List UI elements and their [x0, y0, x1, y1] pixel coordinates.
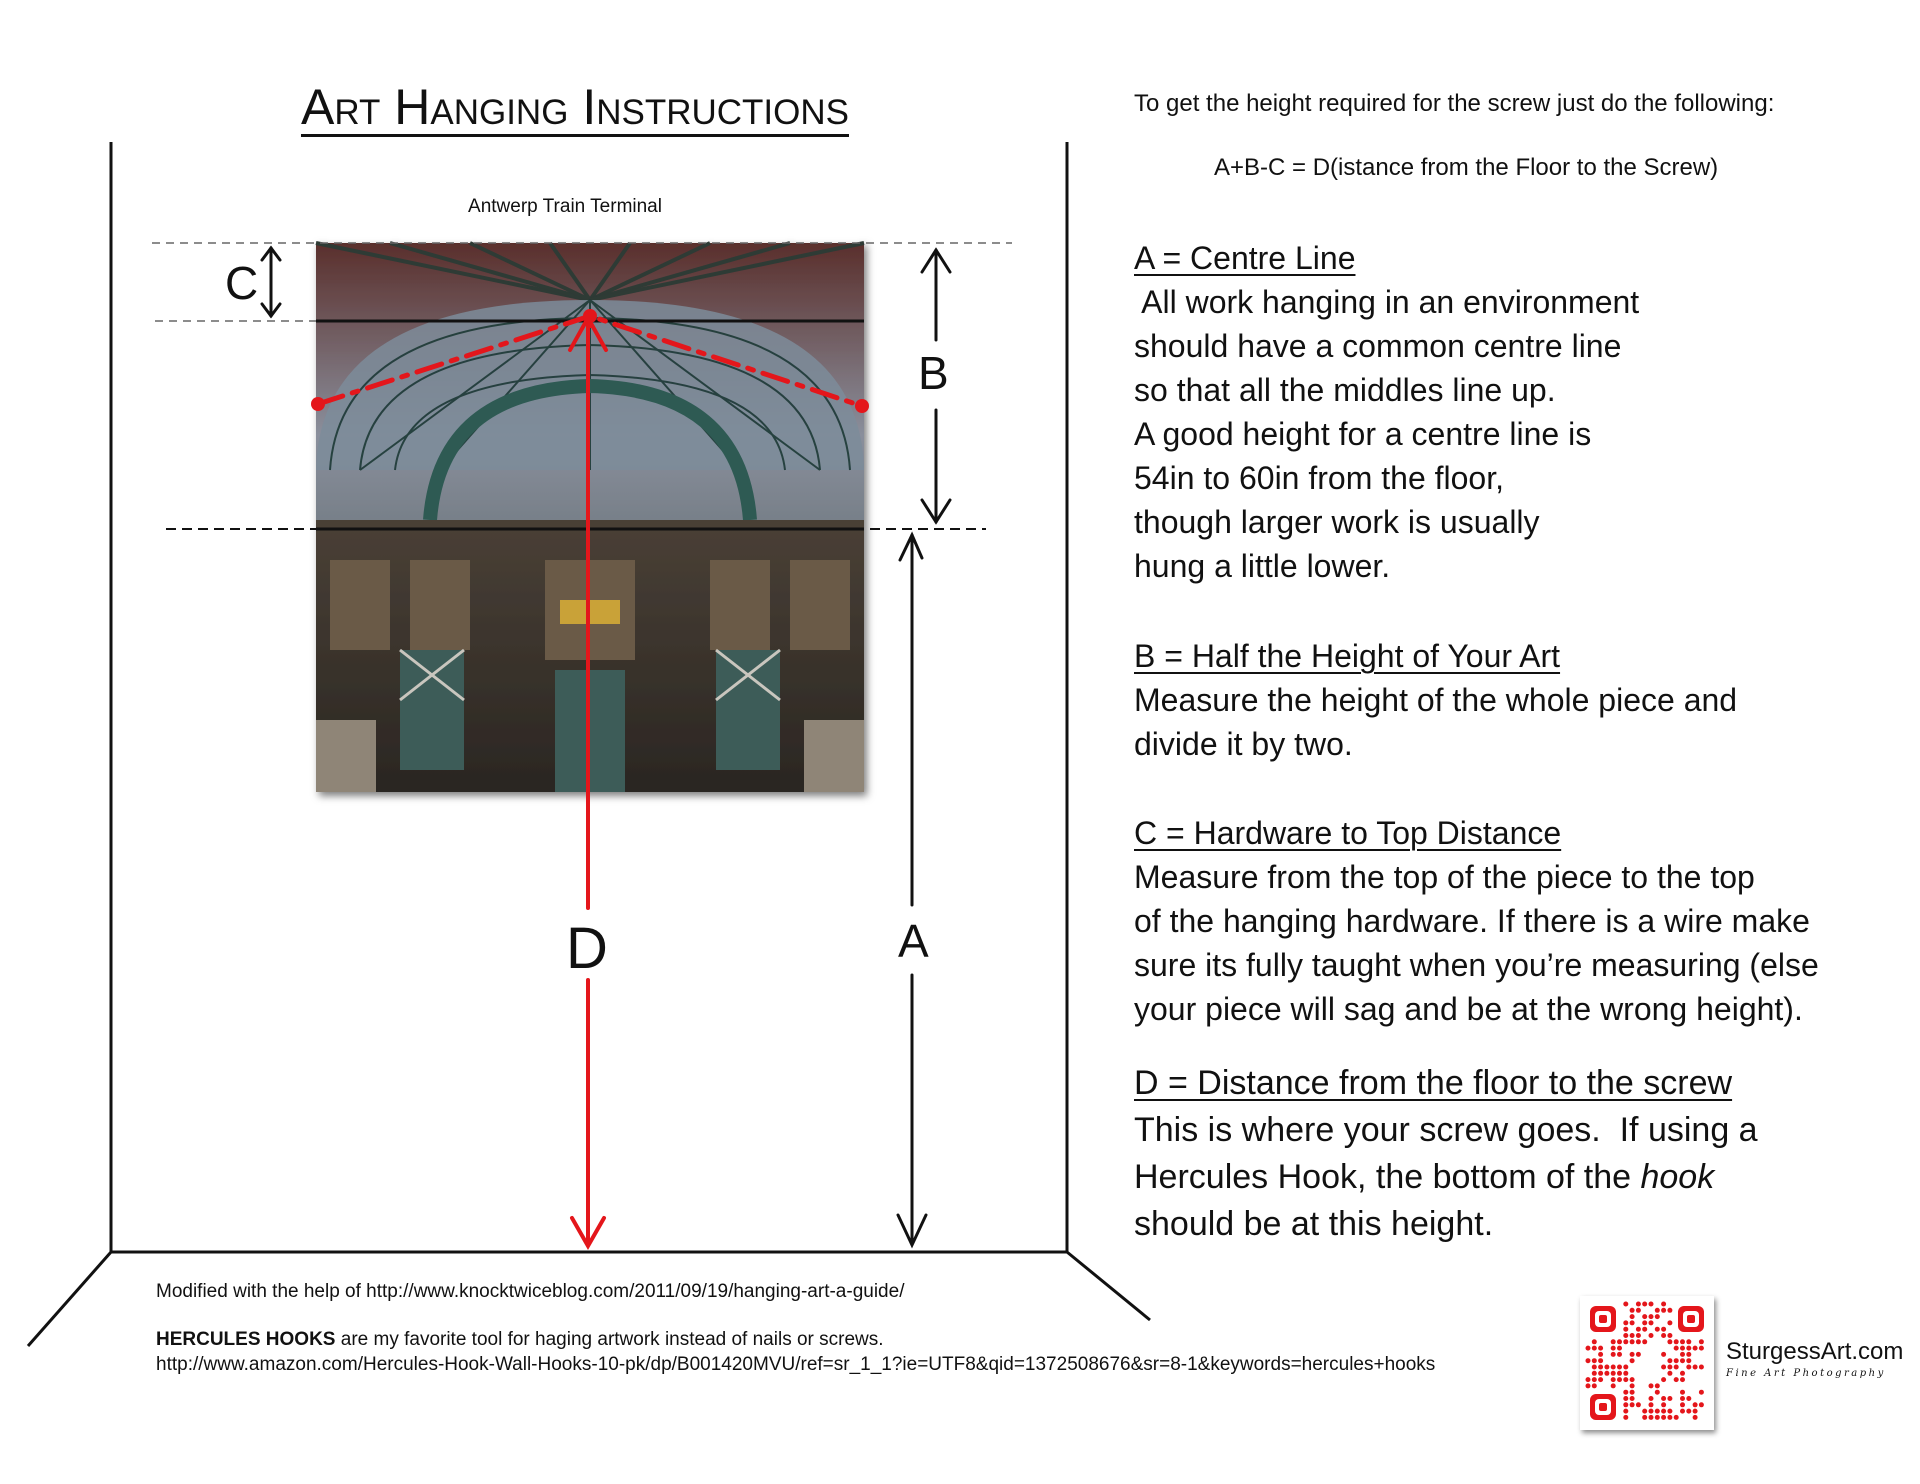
- qr-dot: [1623, 1365, 1628, 1370]
- qr-dot: [1649, 1409, 1654, 1414]
- qr-dot: [1592, 1377, 1597, 1382]
- qr-dot: [1686, 1339, 1691, 1344]
- section-a-line: hung a little lower.: [1134, 548, 1391, 584]
- qr-dot: [1630, 1320, 1635, 1325]
- qr-dot: [1611, 1339, 1616, 1344]
- qr-dot: [1617, 1365, 1622, 1370]
- hooks-bold-label: HERCULES HOOKS: [156, 1329, 336, 1350]
- qr-dot: [1630, 1383, 1635, 1388]
- qr-dot: [1699, 1402, 1704, 1407]
- qr-dot: [1661, 1402, 1666, 1407]
- section-d: [1134, 1060, 1758, 1248]
- qr-dot: [1674, 1346, 1679, 1351]
- section-d-line2-start: Hercules Hook, the bottom of the: [1134, 1158, 1641, 1196]
- section-c-line: Measure from the top of the piece to the top: [1134, 859, 1755, 895]
- brand-name-part2: Art.com: [1820, 1338, 1904, 1365]
- qr-dot: [1686, 1365, 1691, 1370]
- a-dimension-arrow: [898, 535, 926, 1245]
- qr-dot: [1680, 1371, 1685, 1376]
- section-c-line: your piece will sag and be at the wrong height).: [1134, 991, 1803, 1027]
- qr-dot: [1642, 1302, 1647, 1307]
- section-a: [1134, 236, 1639, 588]
- label-b: B: [918, 347, 949, 399]
- qr-code-icon[interactable]: [1580, 1296, 1714, 1430]
- brand-name-part1: Sturgess: [1726, 1338, 1821, 1365]
- qr-dot: [1661, 1377, 1666, 1382]
- qr-dot: [1661, 1409, 1666, 1414]
- qr-dot: [1617, 1352, 1622, 1357]
- qr-dot: [1661, 1302, 1666, 1307]
- qr-dot: [1680, 1396, 1685, 1401]
- qr-dot: [1693, 1415, 1698, 1420]
- qr-dot: [1649, 1302, 1654, 1307]
- qr-dot: [1636, 1302, 1641, 1307]
- qr-dot: [1636, 1352, 1641, 1357]
- intro-text: To get the height required for the screw just do the following:: [1134, 90, 1775, 117]
- qr-dot: [1661, 1352, 1666, 1357]
- qr-dot: [1667, 1415, 1672, 1420]
- qr-dot: [1630, 1390, 1635, 1395]
- qr-dot: [1655, 1383, 1660, 1388]
- qr-dot: [1649, 1320, 1654, 1325]
- qr-dot: [1693, 1346, 1698, 1351]
- qr-dot: [1642, 1409, 1647, 1414]
- qr-dot: [1674, 1415, 1679, 1420]
- qr-dot: [1655, 1409, 1660, 1414]
- qr-dot: [1642, 1314, 1647, 1319]
- qr-dot: [1667, 1371, 1672, 1376]
- qr-dot: [1617, 1346, 1622, 1351]
- qr-dot: [1611, 1383, 1616, 1388]
- qr-dot: [1655, 1327, 1660, 1332]
- qr-dot: [1623, 1371, 1628, 1376]
- qr-dot: [1630, 1314, 1635, 1319]
- qr-dot: [1604, 1365, 1609, 1370]
- qr-dot: [1699, 1346, 1704, 1351]
- qr-dot: [1649, 1415, 1654, 1420]
- brand-name: [1726, 1338, 1903, 1366]
- qr-dot: [1630, 1333, 1635, 1338]
- qr-dot: [1680, 1358, 1685, 1363]
- brand-logo[interactable]: [1726, 1338, 1903, 1379]
- qr-dot: [1636, 1327, 1641, 1332]
- qr-dot: [1674, 1377, 1679, 1382]
- qr-dot: [1592, 1339, 1597, 1344]
- section-a-line: 54in to 60in from the floor,: [1134, 460, 1504, 496]
- section-b-line: Measure the height of the whole piece and: [1134, 682, 1738, 718]
- qr-dot: [1642, 1327, 1647, 1332]
- qr-dot: [1667, 1333, 1672, 1338]
- qr-dot: [1623, 1415, 1628, 1420]
- qr-dot: [1686, 1396, 1691, 1401]
- credit-link[interactable]: Modified with the help of http://www.knocktwiceblog.com/2011/09/19/hanging-art-a-guide/: [156, 1281, 905, 1302]
- qr-dot: [1630, 1308, 1635, 1313]
- qr-dot: [1592, 1383, 1597, 1388]
- qr-dot: [1630, 1377, 1635, 1382]
- qr-dot: [1592, 1358, 1597, 1363]
- qr-dot: [1661, 1308, 1666, 1313]
- qr-dot: [1699, 1365, 1704, 1370]
- section-a-line: so that all the middles line up.: [1134, 372, 1556, 408]
- qr-dot: [1636, 1402, 1641, 1407]
- qr-dot: [1623, 1302, 1628, 1307]
- qr-dot: [1636, 1339, 1641, 1344]
- qr-dot: [1661, 1415, 1666, 1420]
- qr-dot: [1611, 1377, 1616, 1382]
- hooks-url-link[interactable]: http://www.amazon.com/Hercules-Hook-Wall-Hooks-10-pk/dp/B001420MVU/ref=sr_1_1?ie=UTF8&qid=1372508676&sr=8-1&keywords=hercules+hooks: [156, 1354, 1436, 1375]
- qr-dot: [1686, 1358, 1691, 1363]
- qr-dot: [1617, 1339, 1622, 1344]
- qr-dot: [1598, 1377, 1603, 1382]
- qr-dot: [1680, 1346, 1685, 1351]
- qr-dot: [1623, 1327, 1628, 1332]
- qr-dot: [1623, 1339, 1628, 1344]
- label-d: D: [566, 916, 608, 981]
- qr-dot: [1642, 1339, 1647, 1344]
- qr-dot: [1586, 1358, 1591, 1363]
- qr-dot: [1623, 1409, 1628, 1414]
- qr-dot: [1686, 1346, 1691, 1351]
- section-a-line: All work hanging in an environment: [1134, 284, 1640, 320]
- qr-dot: [1623, 1402, 1628, 1407]
- qr-dot: [1667, 1396, 1672, 1401]
- qr-dot: [1661, 1327, 1666, 1332]
- qr-dot: [1611, 1365, 1616, 1370]
- qr-dot: [1611, 1371, 1616, 1376]
- qr-dot: [1642, 1415, 1647, 1420]
- qr-dot: [1617, 1371, 1622, 1376]
- section-d-heading: D = Distance from the floor to the screw: [1134, 1064, 1733, 1102]
- qr-dot: [1636, 1333, 1641, 1338]
- qr-dot: [1630, 1396, 1635, 1401]
- qr-dot: [1655, 1415, 1660, 1420]
- qr-dot: [1623, 1333, 1628, 1338]
- section-d-line: should be at this height.: [1134, 1205, 1494, 1243]
- qr-dot: [1667, 1358, 1672, 1363]
- qr-dot: [1693, 1365, 1698, 1370]
- qr-dot: [1680, 1352, 1685, 1357]
- qr-dot: [1667, 1365, 1672, 1370]
- qr-dot: [1630, 1352, 1635, 1357]
- formula-text: A+B-C = D(istance from the Floor to the Screw): [1214, 154, 1719, 181]
- section-a-line: A good height for a centre line is: [1134, 416, 1592, 452]
- qr-dot: [1598, 1346, 1603, 1351]
- c-dimension-arrow: [262, 248, 280, 316]
- section-c-line: of the hanging hardware. If there is a wire make: [1134, 903, 1810, 939]
- qr-dot: [1667, 1409, 1672, 1414]
- qr-dot: [1667, 1339, 1672, 1344]
- qr-dot: [1636, 1308, 1641, 1313]
- section-d-line: This is where your screw goes. If using a: [1134, 1111, 1758, 1149]
- qr-dot: [1661, 1365, 1666, 1370]
- qr-dot: [1586, 1346, 1591, 1351]
- qr-dot: [1674, 1358, 1679, 1363]
- qr-dot: [1611, 1346, 1616, 1351]
- qr-dot: [1649, 1402, 1654, 1407]
- qr-dot: [1598, 1352, 1603, 1357]
- qr-dot: [1598, 1358, 1603, 1363]
- qr-dot: [1661, 1333, 1666, 1338]
- qr-dot: [1623, 1320, 1628, 1325]
- qr-dot: [1630, 1339, 1635, 1344]
- label-c: C: [225, 257, 259, 309]
- qr-dot: [1649, 1333, 1654, 1338]
- qr-dot: [1630, 1358, 1635, 1363]
- section-a-line: should have a common centre line: [1134, 328, 1622, 364]
- hooks-text: are my favorite tool for haging artwork instead of nails or screws.: [335, 1329, 884, 1350]
- section-a-line: though larger work is usually: [1134, 504, 1540, 540]
- qr-dot: [1655, 1314, 1660, 1319]
- section-c-line: sure its fully taught when you’re measuring (else: [1134, 947, 1819, 983]
- qr-dot: [1655, 1390, 1660, 1395]
- qr-dot: [1680, 1377, 1685, 1382]
- qr-dot: [1686, 1352, 1691, 1357]
- qr-dot: [1693, 1409, 1698, 1414]
- qr-dot: [1667, 1320, 1672, 1325]
- qr-dot: [1592, 1371, 1597, 1376]
- qr-dot: [1623, 1390, 1628, 1395]
- qr-dot: [1661, 1396, 1666, 1401]
- section-c: [1134, 811, 1819, 1031]
- qr-dot: [1586, 1377, 1591, 1382]
- section-d-line: [1134, 1154, 1758, 1201]
- qr-dot: [1617, 1377, 1622, 1382]
- qr-dot: [1649, 1383, 1654, 1388]
- page-title: Art Hanging Instructions: [300, 79, 849, 135]
- qr-dot: [1680, 1409, 1685, 1414]
- qr-dot: [1604, 1371, 1609, 1376]
- qr-dot: [1598, 1365, 1603, 1370]
- section-b-line: divide it by two.: [1134, 726, 1353, 762]
- qr-dot: [1667, 1308, 1672, 1313]
- qr-dot: [1592, 1365, 1597, 1370]
- section-b: [1134, 634, 1737, 766]
- section-a-heading: A = Centre Line: [1134, 240, 1356, 276]
- qr-dot: [1680, 1390, 1685, 1395]
- qr-dot: [1655, 1308, 1660, 1313]
- label-a: A: [898, 915, 929, 967]
- qr-dot: [1649, 1314, 1654, 1319]
- qr-dot: [1623, 1396, 1628, 1401]
- qr-dot: [1630, 1402, 1635, 1407]
- section-b-heading: B = Half the Height of Your Art: [1134, 638, 1561, 674]
- qr-dot: [1699, 1390, 1704, 1395]
- qr-dot: [1680, 1402, 1685, 1407]
- qr-dot: [1699, 1339, 1704, 1344]
- qr-dot: [1598, 1371, 1603, 1376]
- qr-dot: [1611, 1352, 1616, 1357]
- qr-dot: [1649, 1396, 1654, 1401]
- brand-tagline: Fine Art Photography: [1726, 1368, 1886, 1379]
- qr-dot: [1693, 1402, 1698, 1407]
- qr-dot: [1686, 1409, 1691, 1414]
- qr-dot: [1674, 1339, 1679, 1344]
- qr-dot: [1623, 1377, 1628, 1382]
- section-c-heading: C = Hardware to Top Distance: [1134, 815, 1562, 851]
- section-d-hook-emphasis: hook: [1640, 1158, 1715, 1196]
- qr-dot: [1674, 1365, 1679, 1370]
- hercules-hooks-note: [156, 1327, 1435, 1377]
- qr-dot: [1586, 1383, 1591, 1388]
- qr-dot: [1642, 1320, 1647, 1325]
- qr-dot: [1680, 1339, 1685, 1344]
- artwork-caption: Antwerp Train Terminal: [468, 196, 662, 217]
- qr-dot: [1592, 1346, 1597, 1351]
